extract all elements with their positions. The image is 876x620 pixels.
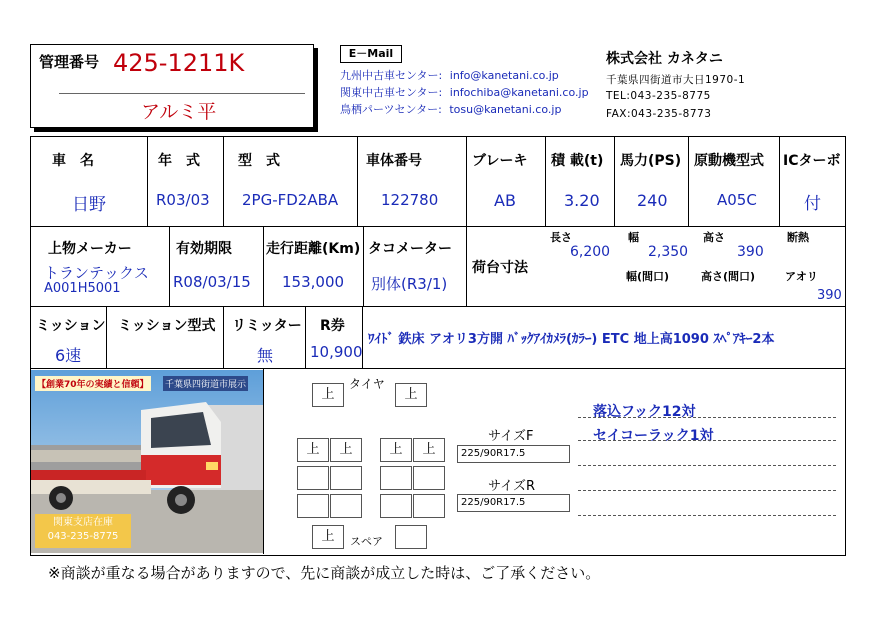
management-box [30, 44, 314, 128]
divider [59, 93, 305, 94]
value-brake: AB [494, 191, 516, 210]
store-badge [35, 514, 131, 548]
value-maker-code: A001H5001 [44, 281, 121, 296]
value-r-ticket: 10,900 [310, 343, 363, 361]
header-power: 馬力(PS) [620, 153, 682, 169]
value-load: 3.20 [564, 191, 600, 210]
tire-front-right: 上 [395, 383, 427, 407]
email-address[interactable]: info@kanetani.co.jp [449, 69, 559, 82]
col-divider [106, 307, 107, 368]
tire-rear-right-inner-3 [380, 494, 412, 518]
header-r-ticket: R券 [320, 318, 345, 334]
col-divider [223, 137, 224, 226]
tire-front-left: 上 [312, 383, 344, 407]
value-width: 2,350 [648, 244, 689, 260]
tire-rear-left-inner-2 [330, 466, 362, 490]
col-divider [779, 137, 780, 226]
col-divider [545, 137, 546, 226]
value-chassis: 122780 [381, 191, 439, 209]
header-maker: 上物メーカー [48, 241, 132, 257]
header-brake: ブレーキ [472, 153, 528, 169]
value-engine: A05C [717, 191, 757, 209]
email-label: 鳥栖パーツセンター: [340, 103, 442, 116]
header-engine: 原動機型式 [694, 153, 764, 169]
tire-rear-right-outer-3 [413, 494, 445, 518]
store-tel: 043-235-8775 [47, 531, 119, 542]
company-address: 千葉県四街道市大日1970-1 [606, 74, 746, 86]
footer-note: ※商談が重なる場合がありますので、先に商談が成立した時は、ご了承ください。 [48, 564, 601, 582]
col-divider [466, 137, 467, 226]
note-rule [578, 465, 836, 466]
row-divider [30, 368, 846, 369]
note-rule [578, 490, 836, 491]
equipment-list: ﾜｲﾄﾞ 鉄床 アオリ3方開 ﾊﾞｯｸｱｲｶﾒﾗ(ｶﾗｰ) ETC 地上高1090 ｽﾍﾟｱｷｰ2本 [368, 332, 775, 347]
tire-rear-left-inner-1: 上 [330, 438, 362, 462]
header-limiter: リミッター [232, 318, 302, 334]
value-maker: トランテックス [44, 264, 149, 282]
header-tachometer: タコメーター [368, 241, 452, 257]
value-inspection: R08/03/15 [173, 273, 251, 291]
col-divider [169, 227, 170, 306]
header-year: 年 式 [158, 153, 200, 169]
col-divider [305, 307, 306, 368]
company-name: 株式会社 カネタニ [606, 51, 723, 67]
tire-rear-left-outer-3 [297, 494, 329, 518]
value-aori: 390 [817, 288, 842, 303]
size-rear-label: サイズR [488, 479, 535, 494]
value-length: 6,200 [570, 244, 611, 260]
header-inspection: 有効期限 [176, 241, 232, 257]
tire-rear-left-outer-2 [297, 466, 329, 490]
email-label: 関東中古車センター: [340, 86, 443, 99]
col-divider [688, 137, 689, 226]
management-number: 425-1211K [113, 49, 245, 77]
email-label: 九州中古車センター: [340, 69, 443, 82]
tire-spare-2 [395, 525, 427, 549]
col-divider [223, 307, 224, 368]
email-address[interactable]: tosu@kanetani.co.jp [449, 103, 562, 116]
label-height: 高さ [703, 231, 725, 244]
col-divider [263, 369, 264, 554]
value-mission: 6速 [55, 346, 82, 365]
photo-banner-right: 千葉県四街道市展示 [163, 376, 248, 391]
management-label: 管理番号 [39, 53, 100, 71]
header-chassis: 車体番号 [366, 153, 422, 169]
email-address[interactable]: infochiba@kanetani.co.jp [449, 86, 589, 99]
spare-label: スペア [350, 535, 383, 548]
col-divider [357, 137, 358, 226]
col-divider [147, 137, 148, 226]
header-bed-size: 荷台寸法 [472, 260, 528, 276]
truck-photo [31, 370, 263, 553]
company-tel: TEL:043-235-8775 [606, 90, 711, 102]
value-model: 2PG-FD2ABA [242, 191, 339, 209]
tire-title: タイヤ [349, 377, 385, 391]
value-turbo: 付 [804, 194, 821, 214]
header-turbo: ICターボ [783, 153, 841, 169]
body-type: アルミ平 [141, 101, 217, 123]
value-power: 240 [637, 191, 668, 210]
tire-rear-left-inner-3 [330, 494, 362, 518]
header-mileage: 走行距離(Km) [266, 241, 361, 257]
size-front-label: サイズF [488, 429, 534, 444]
value-year: R03/03 [156, 191, 210, 209]
value-car-name: 日野 [72, 195, 106, 215]
label-width-opening: 幅(間口) [626, 270, 670, 283]
email-tab: E－Mail [340, 45, 402, 63]
tire-rear-right-outer-1: 上 [413, 438, 445, 462]
col-divider [263, 227, 264, 306]
col-divider [466, 227, 467, 306]
header-mission: ミッション [36, 318, 106, 334]
value-mileage: 153,000 [282, 273, 345, 291]
label-aori: アオリ [785, 270, 818, 283]
note-line-1: 落込フック12対 [593, 404, 696, 420]
note-rule [578, 440, 836, 441]
row-divider [30, 226, 846, 227]
store-name: 関東支店在庫 [53, 517, 113, 528]
header-load: 積 載(t) [551, 153, 604, 169]
header-car-name: 車 名 [52, 153, 94, 169]
note-line-2: セイコーラック1対 [593, 428, 714, 444]
note-rule [578, 417, 836, 418]
row-divider [30, 306, 846, 307]
col-divider [614, 137, 615, 226]
label-width: 幅 [628, 231, 639, 244]
email-line-kanto [340, 84, 589, 100]
tire-rear-left-outer-1: 上 [297, 438, 329, 462]
note-rule [578, 515, 836, 516]
email-line-tosu [340, 101, 561, 117]
col-divider [363, 227, 364, 306]
value-tachometer: 別体(R3/1) [371, 275, 448, 293]
value-height: 390 [737, 244, 764, 260]
tire-spare-1: 上 [312, 525, 344, 549]
label-height-opening: 高さ(間口) [701, 270, 756, 283]
header-model: 型 式 [238, 153, 280, 169]
tire-rear-right-inner-1: 上 [380, 438, 412, 462]
tire-rear-right-inner-2 [380, 466, 412, 490]
email-line-kyushu [340, 67, 559, 83]
size-front-value: 225/90R17.5 [457, 445, 570, 463]
company-fax: FAX:043-235-8773 [606, 108, 712, 120]
size-rear-value: 225/90R17.5 [457, 494, 570, 512]
header-mission-type: ミッション型式 [118, 318, 216, 334]
label-insulation: 断熱 [787, 231, 809, 244]
label-length: 長さ [550, 231, 572, 244]
photo-banner-left: 【創業70年の実績と信頼】 [35, 376, 151, 391]
tire-rear-right-outer-2 [413, 466, 445, 490]
value-limiter: 無 [257, 346, 274, 365]
